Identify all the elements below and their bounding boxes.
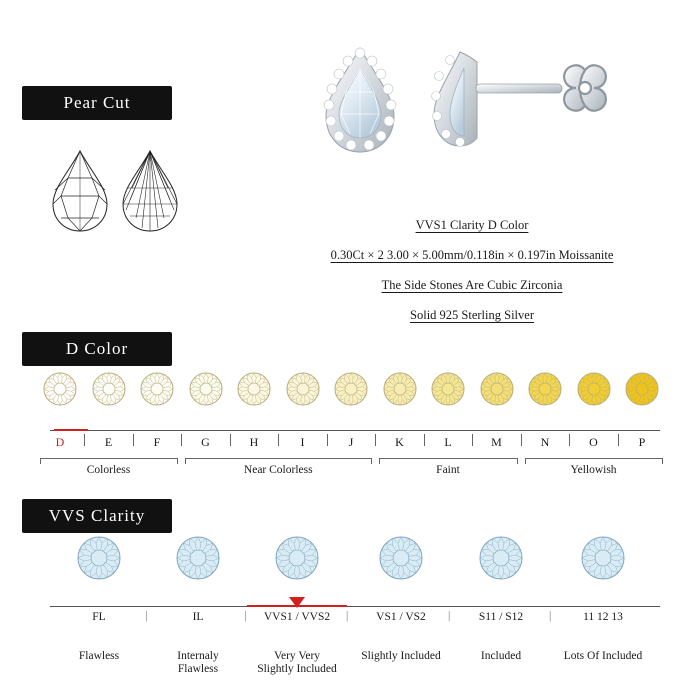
color-tick [375,434,376,446]
pear-outline-diagram [48,148,112,239]
color-tick [133,434,134,446]
clarity-description-0: Flawless [78,650,120,662]
color-axis-highlight [54,429,88,431]
color-grade-label-h: H [249,435,259,449]
clarity-stone-3 [379,536,423,580]
color-stone-j [334,372,368,406]
pear-cut-badge [22,86,172,120]
clarity-stone-4 [479,536,523,580]
color-grade-label-o: O [589,435,598,449]
color-grade-label-f: F [153,435,161,449]
color-grade-label-g: G [201,435,210,449]
color-grade-label-j: J [348,435,354,449]
color-grade-label-l: L [444,435,452,449]
clarity-grade-label-4: S11 / S12 [478,611,524,623]
clarity-description-1: Internaly Flawless [177,650,219,675]
color-stone-g [189,372,223,406]
color-grade-label-e: E [104,435,113,449]
color-group-label: Colorless [86,464,131,476]
color-group-line [185,458,371,459]
color-stone-h [237,372,271,406]
color-grade-label-d: D [55,435,65,449]
clarity-stone-2 [275,536,319,580]
spec-line: Solid 925 Sterling Silver [410,308,534,322]
clarity-grade-label-2: VVS1 / VVS2 [263,611,331,623]
color-group-label: Yellowish [570,464,617,476]
color-tick [618,434,619,446]
color-tick [278,434,279,446]
vvs-clarity-badge-label: VVS Clarity [48,506,146,525]
color-stone-i [286,372,320,406]
color-stone-p [625,372,659,406]
clarity-description-3: Slightly Included [361,650,441,662]
clarity-selected-marker [289,597,305,608]
d-color-badge [22,332,172,366]
color-group-tick [517,458,518,464]
color-stone-f [140,372,174,406]
clarity-grade-label-0: FL [92,611,106,623]
clarity-grade-label-5: 11 12 13 [583,611,623,623]
clarity-separator: | [244,610,247,622]
color-group-tick [371,458,372,464]
clarity-stone-0 [77,536,121,580]
color-tick [424,434,425,446]
clarity-stone-5 [581,536,625,580]
color-grade-label-k: K [395,435,404,449]
clarity-axis-line [50,606,660,607]
pear-cut-badge-label: Pear Cut [63,93,131,112]
color-stone-o [577,372,611,406]
clarity-stone-1 [176,536,220,580]
clarity-separator: | [145,610,148,622]
color-group-line [379,458,517,459]
color-stone-row [0,372,700,416]
color-tick [230,434,231,446]
color-axis-line [50,430,660,431]
clarity-description-5: Lots Of Included [563,650,643,662]
color-stone-k [383,372,417,406]
clarity-description-2: Very Very Slightly Included [257,650,337,675]
color-grade-label-i: I [300,435,305,449]
clarity-separator: | [448,610,451,622]
clarity-separator: | [346,610,349,622]
color-stone-n [528,372,562,406]
color-group-line [40,458,178,459]
d-color-badge-label: D Color [65,339,129,358]
clarity-grade-label-3: VS1 / VS2 [376,611,426,623]
clarity-separator: | [549,610,552,622]
spec-line: 0.30Ct × 2 3.00 × 5.00mm/0.118in × 0.197in Moissanite [330,248,614,262]
spec-line: The Side Stones Are Cubic Zirconia [381,278,563,292]
clarity-grade-label-1: IL [192,611,204,623]
spec-line: VVS1 Clarity D Color [415,218,529,232]
color-grade-label-m: M [491,435,502,449]
color-group-label: Faint [436,464,460,476]
color-grade-label-n: N [540,435,550,449]
color-stone-d [43,372,77,406]
color-group-tick [662,458,663,464]
color-tick [327,434,328,446]
color-group-label: Near Colorless [243,464,313,476]
color-tick [569,434,570,446]
color-tick [521,434,522,446]
color-stone-e [92,372,126,406]
color-stone-m [480,372,514,406]
color-tick [181,434,182,446]
vvs-clarity-badge [22,499,172,533]
pear-facet-diagram [118,148,182,239]
color-stone-l [431,372,465,406]
color-tick [84,434,85,446]
color-group-tick [177,458,178,464]
color-tick [472,434,473,446]
product-photo [270,30,670,210]
clarity-description-4: Included [480,650,522,662]
product-spec-list [262,218,682,338]
color-group-line [525,458,663,459]
color-grade-label-p: P [638,435,646,449]
